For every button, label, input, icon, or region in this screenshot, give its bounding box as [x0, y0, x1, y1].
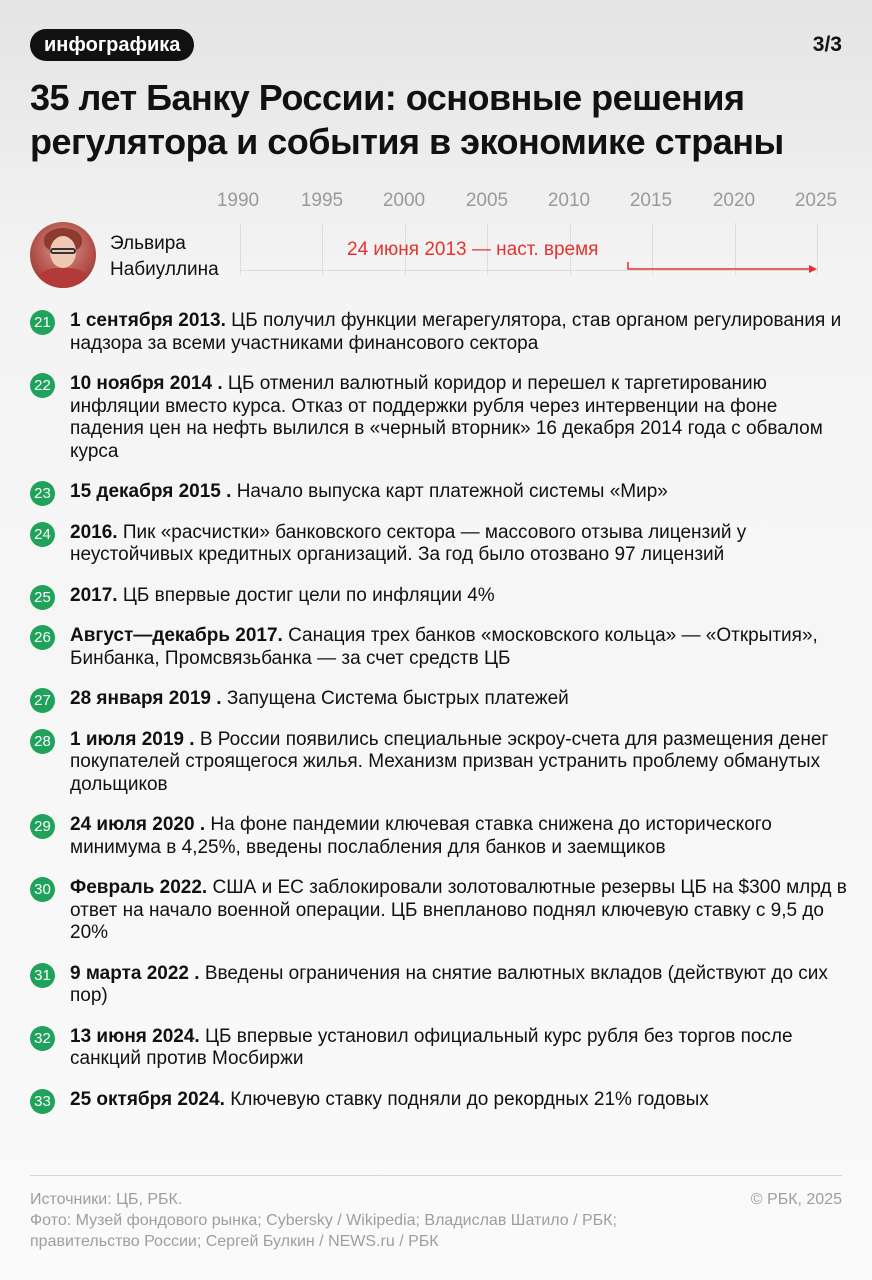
person-photo	[30, 222, 96, 288]
event-text: ЦБ впервые достиг цели по инфляции 4%	[122, 584, 495, 606]
event-number-badge: 29	[30, 814, 55, 839]
event-text: Санация трех банков «московского кольца» — «Открытия», Бинбанка, Промсвязьбанка — за счет средств ЦБ	[70, 625, 818, 669]
year-label: 1995	[300, 190, 344, 211]
list-item	[30, 310, 850, 355]
event-date: 9 марта 2022 .	[70, 962, 200, 984]
event-date: 13 июня 2024.	[70, 1025, 200, 1047]
year-label: 1990	[216, 190, 260, 211]
sources-text: Источники: ЦБ, РБК.	[30, 1191, 183, 1208]
event-date: 10 ноября 2014 .	[70, 373, 223, 394]
photo-credits: Фото: Музей фондового рынка; Cybersky / Wikipedia; Владислав Шатило / РБК; правительство России; Сергей Булкин / NEWS.ru / РБК	[30, 1212, 617, 1250]
event-date: Февраль 2022.	[70, 877, 208, 898]
year-label: 2020	[712, 190, 756, 211]
event-text: Введены ограничения на снятие валютных вкладов (действуют до сих пор)	[70, 962, 828, 1006]
year-label: 2010	[547, 190, 591, 211]
list-item	[30, 481, 850, 504]
event-text: ЦБ отменил валютный коридор и перешел к таргетированию инфляции вместо курса. Отказ от поддержки рубля через интервенции на фоне падения цен на нефть вылился в «черный вторник» 16 декабря 2014 года с обвалом курса	[70, 373, 823, 462]
year-label: 2005	[465, 190, 509, 211]
event-text: ЦБ получил функции мегарегулятора, став органом регулирования и надзора за всеми участниками финансового сектора	[70, 310, 842, 354]
footer-divider	[30, 1175, 842, 1176]
event-date: 24 июля 2020 .	[70, 814, 206, 835]
event-text: В России появились специальные эскроу-счета для размещения денег покупателей строящегося жилья. Механизм призван устранить проблему обманутых дольщиков	[70, 728, 829, 795]
event-number-badge: 30	[30, 877, 55, 902]
year-gridline	[322, 223, 323, 275]
list-item	[30, 373, 850, 463]
event-number-badge: 31	[30, 963, 55, 988]
event-date: 2016.	[70, 521, 118, 543]
page-counter: 3/3	[812, 33, 842, 56]
event-text: Запущена Система быстрых платежей	[226, 688, 569, 709]
event-date: Август—декабрь 2017.	[70, 625, 283, 646]
event-number-badge: 27	[30, 688, 55, 713]
event-number-badge: 22	[30, 373, 55, 398]
list-item	[30, 585, 850, 608]
page-title: 35 лет Банку России: основные решения регулятора и события в экономике страны	[30, 77, 784, 162]
event-date: 2017.	[70, 584, 118, 606]
list-item	[30, 963, 850, 1008]
list-item	[30, 814, 850, 859]
event-number-badge: 25	[30, 585, 55, 610]
tenure-label: 24 июня 2013 — наст. время	[347, 239, 599, 260]
event-text: На фоне пандемии ключевая ставка снижена до исторического минимума в 4,25%, введены послабления для банков и заемщиков	[70, 814, 772, 858]
event-number-badge: 28	[30, 729, 55, 754]
list-item	[30, 877, 850, 945]
event-number-badge: 23	[30, 481, 55, 506]
event-text: Ключевую ставку подняли до рекордных 21% годовых	[230, 1088, 709, 1110]
list-item	[30, 688, 850, 711]
event-date: 15 декабря 2015 .	[70, 481, 232, 502]
year-label: 2015	[629, 190, 673, 211]
event-number-badge: 33	[30, 1089, 55, 1114]
sources-credit	[30, 1189, 630, 1252]
event-number-badge: 21	[30, 310, 55, 335]
year-label: 2025	[794, 190, 838, 211]
tenure-arrow-icon	[627, 262, 819, 274]
event-number-badge: 26	[30, 625, 55, 650]
list-item	[30, 625, 850, 670]
events-list	[30, 310, 850, 1111]
list-item	[30, 1026, 850, 1071]
infographic-tag: инфографика	[30, 29, 194, 61]
event-date: 25 октября 2024.	[70, 1088, 225, 1110]
list-item	[30, 1089, 850, 1112]
event-text: Начало выпуска карт платежной системы «Мир»	[236, 481, 668, 502]
event-date: 28 января 2019 .	[70, 688, 222, 709]
event-text: Пик «расчистки» банковского сектора — массового отзыва лицензий у неустойчивых кредитных организаций. За год было отозвано 97 лицензий	[70, 521, 747, 565]
event-date: 1 июля 2019 .	[70, 728, 195, 750]
person-name: Эльвира Набиуллина	[110, 233, 219, 280]
event-text: ЦБ впервые установил официальный курс рубля без торгов после санкций против Мосбиржи	[70, 1025, 793, 1069]
event-text: США и ЕС заблокировали золотовалютные резервы ЦБ на $300 млрд в ответ на начало военной операции. ЦБ внепланово поднял ключевую ставку с 9,5 до 20%	[70, 877, 847, 943]
event-date: 1 сентября 2013.	[70, 310, 226, 331]
list-item	[30, 522, 850, 567]
event-number-badge: 24	[30, 522, 55, 547]
event-number-badge: 32	[30, 1026, 55, 1051]
copyright: © РБК, 2025	[750, 1191, 842, 1208]
timeline	[0, 185, 872, 290]
year-label: 2000	[382, 190, 426, 211]
list-item	[30, 729, 850, 797]
